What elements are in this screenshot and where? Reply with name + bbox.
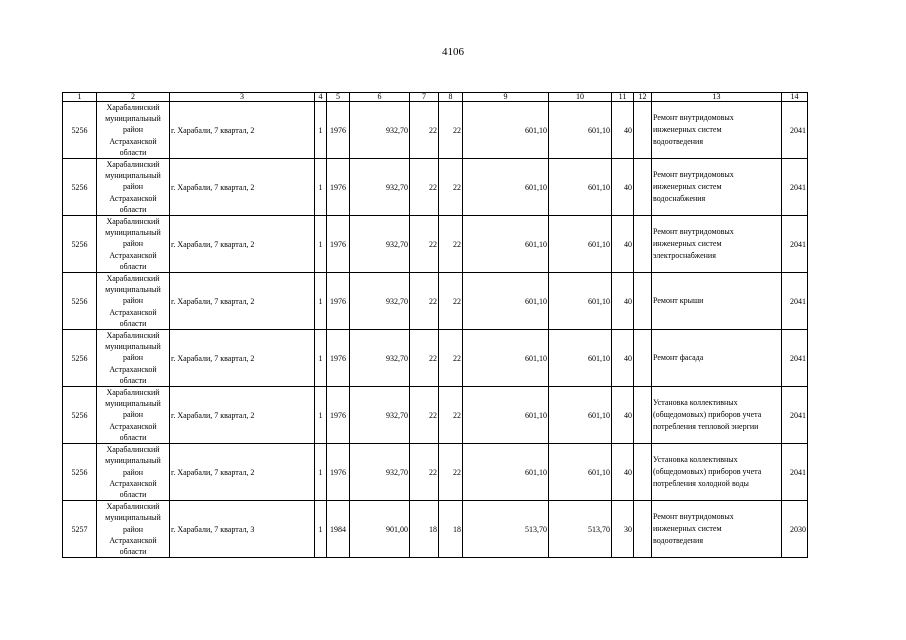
build-year-cell: 1976 — [327, 216, 350, 273]
col8-cell: 22 — [439, 387, 463, 444]
col12-cell — [634, 444, 652, 501]
col9-cell: 601,10 — [463, 216, 549, 273]
column-number: 10 — [549, 93, 612, 102]
cell-line: водоснабжения — [653, 194, 706, 204]
cell-line: район — [122, 239, 144, 249]
cell-line: район — [122, 182, 144, 192]
cell-line: инженерных систем — [653, 239, 722, 249]
col4-cell: 1 — [315, 444, 327, 501]
build-year-cell: 1976 — [327, 159, 350, 216]
cell-line: Ремонт внутридомовых — [653, 113, 734, 122]
column-number: 5 — [327, 93, 350, 102]
cell-line: район — [122, 410, 144, 420]
municipality-cell — [97, 216, 170, 273]
col4-cell: 1 — [315, 387, 327, 444]
table-row — [63, 159, 808, 216]
cell-line: Ремонт внутридомовых — [653, 227, 734, 237]
municipality-cell — [97, 501, 170, 558]
col12-cell — [634, 273, 652, 330]
total-area-cell: 901,00 — [350, 501, 410, 558]
record-number-cell: 5257 — [63, 501, 97, 558]
cell-line: Астраханской — [109, 250, 157, 260]
cell-line: Астраханской — [109, 535, 157, 545]
cell-line: муниципальный — [105, 456, 161, 466]
total-area-cell: 932,70 — [350, 330, 410, 387]
column-number: 4 — [315, 93, 327, 102]
plan-year-cell: 2030 — [782, 501, 808, 558]
col12-cell — [634, 387, 652, 444]
cell-line: муниципальный — [105, 513, 161, 523]
cell-line: район — [122, 125, 144, 135]
cell-line: области — [119, 318, 147, 328]
address-cell: г. Харабали, 7 квартал, 2 — [170, 387, 315, 444]
cell-line: Ремонт крыши — [653, 296, 704, 306]
work-type-cell — [652, 501, 782, 558]
total-area-cell: 932,70 — [350, 159, 410, 216]
cell-line: Астраханской — [109, 193, 157, 203]
col4-cell: 1 — [315, 501, 327, 558]
col7-cell: 22 — [410, 444, 439, 501]
col12-cell — [634, 501, 652, 558]
col7-cell: 22 — [410, 330, 439, 387]
column-number-row — [63, 93, 808, 102]
cell-line: инженерных систем — [653, 125, 722, 134]
address-cell: г. Харабали, 7 квартал, 2 — [170, 444, 315, 501]
col4-cell: 1 — [315, 273, 327, 330]
work-type-cell — [652, 273, 782, 330]
build-year-cell: 1976 — [327, 273, 350, 330]
col4-cell: 1 — [315, 159, 327, 216]
work-type-cell — [652, 159, 782, 216]
cell-line: Астраханской — [109, 307, 157, 317]
col12-cell — [634, 330, 652, 387]
total-area-cell: 932,70 — [350, 102, 410, 159]
build-year-cell: 1976 — [327, 330, 350, 387]
record-number-cell: 5256 — [63, 216, 97, 273]
column-number: 3 — [170, 93, 315, 102]
table-row — [63, 444, 808, 501]
cell-line: Харабалинский — [106, 160, 160, 170]
cell-line: Астраханской — [109, 364, 157, 374]
cell-line: Ремонт внутридомовых — [653, 170, 734, 180]
col10-cell: 601,10 — [549, 387, 612, 444]
cell-line: Астраханской — [109, 421, 157, 431]
col11-cell: 40 — [612, 273, 634, 330]
record-number-cell: 5256 — [63, 387, 97, 444]
plan-year-cell: 2041 — [782, 444, 808, 501]
col10-cell: 601,10 — [549, 330, 612, 387]
column-number: 12 — [634, 93, 652, 102]
table-row — [63, 330, 808, 387]
col11-cell: 40 — [612, 102, 634, 159]
total-area-cell: 932,70 — [350, 273, 410, 330]
col8-cell: 22 — [439, 273, 463, 330]
record-number-cell: 5256 — [63, 273, 97, 330]
cell-line: район — [122, 467, 144, 477]
cell-line: Харабалинский — [106, 388, 160, 398]
col11-cell: 40 — [612, 387, 634, 444]
col9-cell: 601,10 — [463, 387, 549, 444]
col9-cell: 513,70 — [463, 501, 549, 558]
col9-cell: 601,10 — [463, 159, 549, 216]
col10-cell: 601,10 — [549, 159, 612, 216]
cell-line: Харабалинский — [106, 502, 160, 512]
col9-cell: 601,10 — [463, 444, 549, 501]
address-cell: г. Харабали, 7 квартал, 2 — [170, 102, 315, 159]
cell-line: Харабалинский — [106, 274, 160, 284]
total-area-cell: 932,70 — [350, 216, 410, 273]
cell-line: муниципальный — [105, 114, 161, 124]
register-table — [62, 92, 808, 558]
col10-cell: 601,10 — [549, 102, 612, 159]
column-number: 2 — [97, 93, 170, 102]
table-row — [63, 273, 808, 330]
col9-cell: 601,10 — [463, 102, 549, 159]
col7-cell: 22 — [410, 387, 439, 444]
col7-cell: 18 — [410, 501, 439, 558]
plan-year-cell: 2041 — [782, 159, 808, 216]
cell-line: потребления тепловой энергии — [653, 422, 759, 432]
table-row — [63, 102, 808, 159]
col7-cell: 22 — [410, 102, 439, 159]
cell-line: Установка коллективных — [653, 398, 738, 408]
cell-line: Ремонт внутридомовых — [653, 512, 734, 522]
cell-line: Астраханской — [109, 136, 157, 146]
col8-cell: 22 — [439, 159, 463, 216]
build-year-cell: 1984 — [327, 501, 350, 558]
col9-cell: 601,10 — [463, 273, 549, 330]
cell-line: области — [119, 147, 147, 157]
cell-line: инженерных систем — [653, 524, 722, 534]
address-cell: г. Харабали, 7 квартал, 2 — [170, 216, 315, 273]
page-number: 4106 — [442, 46, 464, 58]
work-type-cell — [652, 444, 782, 501]
address-cell: г. Харабали, 7 квартал, 2 — [170, 330, 315, 387]
col8-cell: 22 — [439, 216, 463, 273]
column-number: 14 — [782, 93, 808, 102]
col4-cell: 1 — [315, 102, 327, 159]
cell-line: инженерных систем — [653, 182, 722, 192]
plan-year-cell: 2041 — [782, 273, 808, 330]
col8-cell: 22 — [439, 444, 463, 501]
municipality-cell — [97, 444, 170, 501]
cell-line: водоотведения — [653, 137, 703, 146]
cell-line: район — [122, 353, 144, 363]
record-number-cell: 5256 — [63, 159, 97, 216]
cell-line: (общедомовых) приборов учета — [653, 410, 762, 420]
work-type-cell — [652, 102, 782, 159]
col8-cell: 22 — [439, 330, 463, 387]
work-type-cell — [652, 216, 782, 273]
address-cell: г. Харабали, 7 квартал, 3 — [170, 501, 315, 558]
column-number: 11 — [612, 93, 634, 102]
cell-line: муниципальный — [105, 399, 161, 409]
col11-cell: 40 — [612, 216, 634, 273]
municipality-cell — [97, 159, 170, 216]
cell-line: Харабалинский — [106, 331, 160, 341]
cell-line: район — [122, 524, 144, 534]
cell-line: (общедомовых) приборов учета — [653, 467, 762, 477]
column-number: 7 — [410, 93, 439, 102]
col8-cell: 18 — [439, 501, 463, 558]
col12-cell — [634, 159, 652, 216]
municipality-cell — [97, 273, 170, 330]
work-type-cell — [652, 387, 782, 444]
col12-cell — [634, 216, 652, 273]
total-area-cell: 932,70 — [350, 444, 410, 501]
cell-line: области — [119, 546, 147, 556]
municipality-cell — [97, 102, 170, 159]
cell-line: Астраханской — [109, 478, 157, 488]
cell-line: Харабалинский — [106, 217, 160, 227]
col9-cell: 601,10 — [463, 330, 549, 387]
col10-cell: 513,70 — [549, 501, 612, 558]
cell-line: области — [119, 375, 147, 385]
work-type-cell — [652, 330, 782, 387]
cell-line: потребления холодной воды — [653, 479, 749, 489]
column-number: 8 — [439, 93, 463, 102]
col8-cell: 22 — [439, 102, 463, 159]
col11-cell: 40 — [612, 444, 634, 501]
column-number: 1 — [63, 93, 97, 102]
cell-line: муниципальный — [105, 285, 161, 295]
cell-line: области — [119, 261, 147, 271]
build-year-cell: 1976 — [327, 102, 350, 159]
col4-cell: 1 — [315, 216, 327, 273]
municipality-cell — [97, 387, 170, 444]
cell-line: муниципальный — [105, 342, 161, 352]
record-number-cell: 5256 — [63, 444, 97, 501]
col7-cell: 22 — [410, 273, 439, 330]
col11-cell: 30 — [612, 501, 634, 558]
col10-cell: 601,10 — [549, 444, 612, 501]
plan-year-cell: 2041 — [782, 216, 808, 273]
cell-line: области — [119, 432, 147, 442]
col10-cell: 601,10 — [549, 273, 612, 330]
column-number: 13 — [652, 93, 782, 102]
table-row — [63, 501, 808, 558]
record-number-cell: 5256 — [63, 330, 97, 387]
total-area-cell: 932,70 — [350, 387, 410, 444]
col4-cell: 1 — [315, 330, 327, 387]
col7-cell: 22 — [410, 159, 439, 216]
cell-line: Харабалинский — [106, 445, 160, 455]
plan-year-cell: 2041 — [782, 330, 808, 387]
record-number-cell: 5256 — [63, 102, 97, 159]
col12-cell — [634, 102, 652, 159]
cell-line: муниципальный — [105, 171, 161, 181]
build-year-cell: 1976 — [327, 387, 350, 444]
cell-line: Харабалинский — [106, 103, 160, 112]
table-row — [63, 387, 808, 444]
table-row — [63, 216, 808, 273]
cell-line: муниципальный — [105, 228, 161, 238]
municipality-cell — [97, 330, 170, 387]
col7-cell: 22 — [410, 216, 439, 273]
cell-line: области — [119, 204, 147, 214]
col11-cell: 40 — [612, 159, 634, 216]
address-cell: г. Харабали, 7 квартал, 2 — [170, 159, 315, 216]
cell-line: Ремонт фасада — [653, 353, 704, 363]
cell-line: электроснабжения — [653, 251, 716, 261]
col11-cell: 40 — [612, 330, 634, 387]
column-number: 6 — [350, 93, 410, 102]
col10-cell: 601,10 — [549, 216, 612, 273]
plan-year-cell: 2041 — [782, 102, 808, 159]
build-year-cell: 1976 — [327, 444, 350, 501]
cell-line: области — [119, 489, 147, 499]
column-number: 9 — [463, 93, 549, 102]
cell-line: Установка коллективных — [653, 455, 738, 465]
plan-year-cell: 2041 — [782, 387, 808, 444]
address-cell: г. Харабали, 7 квартал, 2 — [170, 273, 315, 330]
cell-line: водоотведения — [653, 536, 703, 546]
cell-line: район — [122, 296, 144, 306]
